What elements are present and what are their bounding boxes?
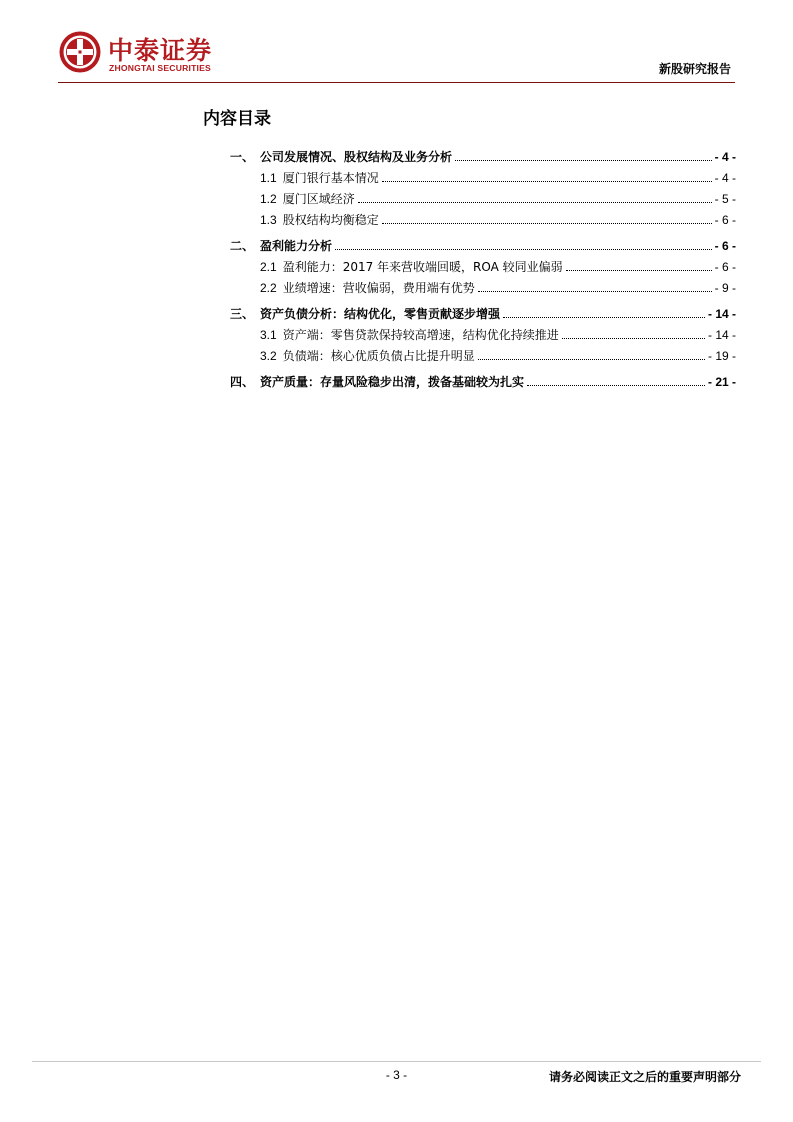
dot-leader bbox=[358, 202, 712, 203]
toc-entry-page: - 9 - bbox=[714, 281, 736, 295]
dot-leader bbox=[335, 249, 712, 250]
toc-entry[interactable] bbox=[230, 368, 736, 389]
toc-entry-number: 3.2 bbox=[260, 349, 277, 363]
dot-leader bbox=[455, 160, 712, 161]
toc-entry-label: 公司发展情况、股权结构及业务分析 bbox=[260, 150, 453, 164]
toc-entry-number: 2.2 bbox=[260, 281, 277, 295]
toc-entry-page: - 5 - bbox=[714, 192, 736, 206]
toc-entry-number: 四、 bbox=[230, 375, 255, 389]
toc-entry-number: 3.1 bbox=[260, 328, 277, 342]
toc-entry-label: 负债端：核心优质负债占比提升明显 bbox=[282, 349, 475, 363]
logo-chinese-name: 中泰证券 bbox=[108, 36, 213, 65]
toc-entry-label: 资产端：零售贷款保持较高增速，结构优化持续推进 bbox=[282, 328, 559, 342]
toc-entry[interactable] bbox=[230, 206, 736, 227]
toc-entry-page: - 21 - bbox=[707, 375, 736, 389]
toc-entry-number: 1.3 bbox=[260, 213, 277, 227]
dot-leader bbox=[527, 385, 705, 386]
toc-entry-page: - 14 - bbox=[707, 307, 736, 321]
toc-entry-label: 厦门银行基本情况 bbox=[282, 171, 379, 185]
dot-leader bbox=[562, 338, 705, 339]
logo-english-name: ZHONGTAI SECURITIES bbox=[109, 63, 211, 73]
footer-divider bbox=[32, 1061, 761, 1062]
toc-entry-page: - 19 - bbox=[707, 349, 736, 363]
toc-entry[interactable] bbox=[230, 253, 736, 274]
toc-entry-label: 业绩增速：营收偏弱，费用端有优势 bbox=[282, 281, 475, 295]
footer-page-number: - 3 - bbox=[385, 1068, 408, 1082]
toc-entry-page: - 4 - bbox=[714, 150, 736, 164]
toc-title: 内容目录 bbox=[203, 109, 271, 129]
footer-disclaimer: 请务必阅读正文之后的重要声明部分 bbox=[548, 1070, 741, 1084]
dot-leader bbox=[478, 291, 712, 292]
dot-leader bbox=[478, 359, 705, 360]
header-divider bbox=[58, 82, 735, 83]
toc-entry[interactable] bbox=[230, 164, 736, 185]
toc-entry[interactable] bbox=[230, 274, 736, 295]
toc-entry[interactable] bbox=[230, 185, 736, 206]
dot-leader bbox=[382, 181, 712, 182]
table-of-contents bbox=[230, 143, 736, 389]
dot-leader bbox=[566, 270, 712, 271]
toc-entry[interactable] bbox=[230, 143, 736, 164]
toc-entry-label: 厦门区域经济 bbox=[282, 192, 355, 206]
toc-entry[interactable] bbox=[230, 321, 736, 342]
toc-entry-number: 二、 bbox=[230, 239, 255, 253]
toc-entry-page: - 4 - bbox=[714, 171, 736, 185]
dot-leader bbox=[503, 317, 705, 318]
toc-entry-number: 一、 bbox=[230, 150, 255, 164]
toc-entry[interactable] bbox=[230, 342, 736, 363]
toc-entry-label: 资产负债分析：结构优化，零售贡献逐步增强 bbox=[260, 307, 501, 321]
toc-entry-page: - 6 - bbox=[714, 213, 736, 227]
toc-entry-page: - 6 - bbox=[714, 260, 736, 274]
toc-entry-number: 三、 bbox=[230, 307, 255, 321]
toc-entry-page: - 6 - bbox=[714, 239, 736, 253]
toc-entry-page: - 14 - bbox=[707, 328, 736, 342]
toc-entry-label: 股权结构均衡稳定 bbox=[282, 213, 379, 227]
zhongtai-logo-icon bbox=[58, 30, 102, 74]
toc-entry-label: 盈利能力：2017 年来营收端回暖，ROA 较同业偏弱 bbox=[282, 260, 563, 274]
toc-entry-label: 资产质量：存量风险稳步出清，拨备基础较为扎实 bbox=[260, 375, 525, 389]
toc-entry-number: 2.1 bbox=[260, 260, 277, 274]
toc-entry-number: 1.2 bbox=[260, 192, 277, 206]
toc-entry-label: 盈利能力分析 bbox=[260, 239, 333, 253]
toc-entry[interactable] bbox=[230, 232, 736, 253]
company-logo bbox=[58, 30, 238, 78]
toc-entry-number: 1.1 bbox=[260, 171, 277, 185]
toc-entry[interactable] bbox=[230, 300, 736, 321]
report-type: 新股研究报告 bbox=[658, 62, 731, 76]
dot-leader bbox=[382, 223, 712, 224]
